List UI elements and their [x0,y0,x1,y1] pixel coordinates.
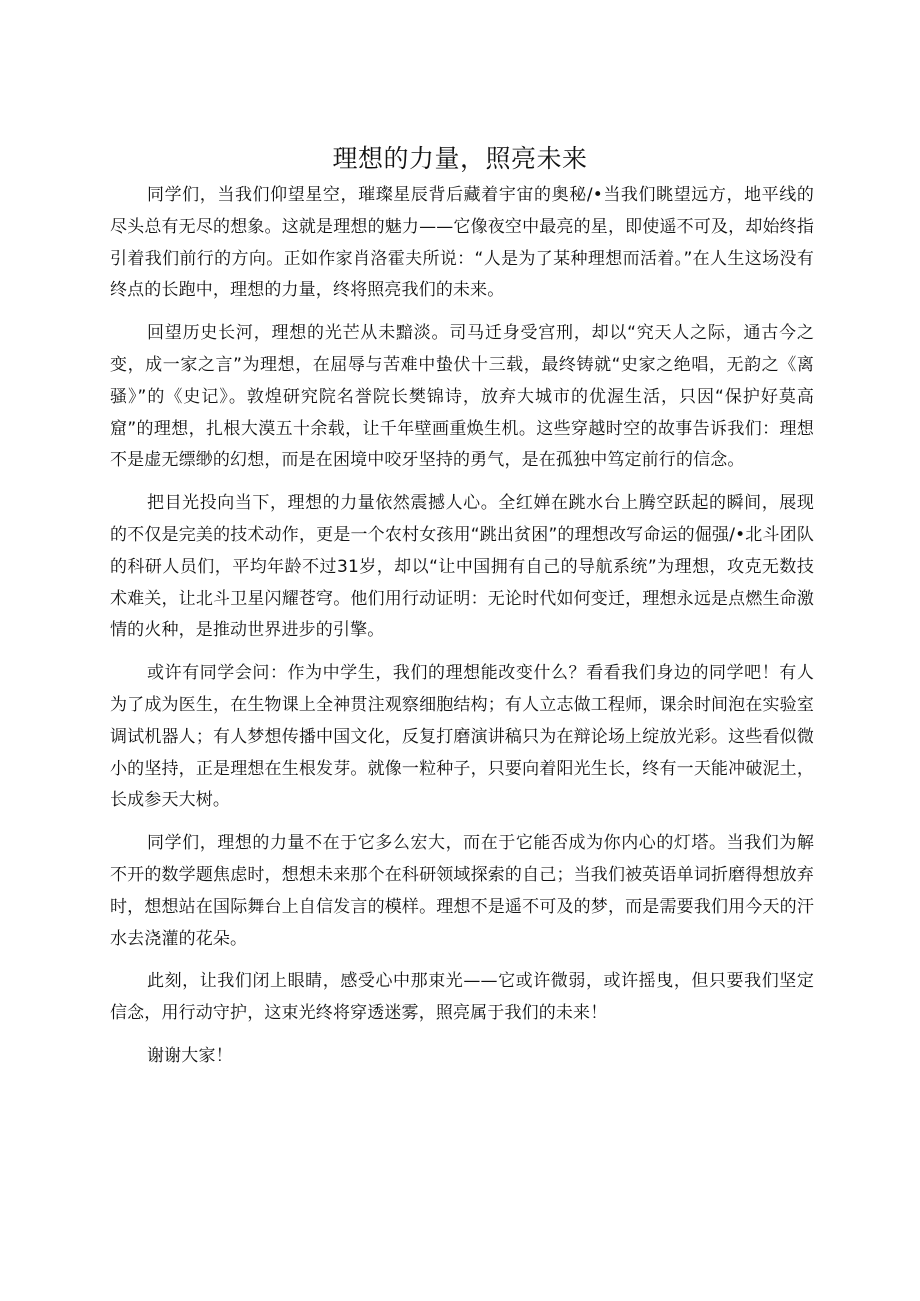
paragraph-5: 同学们，理想的力量不在于它多么宏大，而在于它能否成为你内心的灯塔。当我们为解不开的数学题焦虑时，想想未来那个在科研领域探索的自己；当我们被英语单词折磨得想放弃时，想想站在国际舞台上自信发言的模样。理想不是遥不可及的梦，而是需要我们用今天的汗水去浇灌的花朵。 [110,833,814,949]
paragraph-1: 同学们，当我们仰望星空，璀璨星辰背后藏着宇宙的奥秘/•当我们眺望远方，地平线的尽头总有无尽的想象。这就是理想的魅力——它像夜空中最亮的星，即使遥不可及，却始终指引着我们前行的方向。正如作家肖洛霍夫所说：“人是为了某种理想而活着。”在人生这场没有终点的长跑中，理想的力量，终将照亮我们的未来。 [110,185,814,301]
document-title: 理想的力量，照亮未来 [332,143,588,173]
paragraph-2: 回望历史长河，理想的光芒从未黯淡。司马迁身受宫刑，却以“究天人之际，通古今之变，成一家之言”为理想，在屈辱与苦难中蛰伏十三载，最终铸就“史家之绝唱，无韵之《离骚》”的《史记》。敦煌研究院名誉院长樊锦诗，放弃大城市的优渥生活，只因“保护好莫高窟”的理想，扎根大漠五十余载，让千年壁画重焕生机。这些穿越时空的故事告诉我们：理想不是虚无缥缈的幻想，而是在困境中咬牙坚持的勇气，是在孤独中笃定前行的信念。 [110,323,814,471]
paragraph-3: 把目光投向当下，理想的力量依然震撼人心。全红婵在跳水台上腾空跃起的瞬间，展现的不仅是完美的技术动作，更是一个农村女孩用“跳出贫困”的理想改写命运的倔强/•北斗团队的科研人员们，平均年龄不过31岁，却以“让中国拥有自己的导航系统”为理想，攻克无数技术难关，让北斗卫星闪耀苍穹。他们用行动证明：无论时代如何变迁，理想永远是点燃生命激情的火种，是推动世界进步的引擎。 [110,493,814,641]
document-body [110,180,814,1073]
closing-line: 谢谢大家！ [147,1045,233,1066]
paragraph-4: 或许有同学会问：作为中学生，我们的理想能改变什么？看看我们身边的同学吧！有人为了成为医生，在生物课上全神贯注观察细胞结构；有人立志做工程师，课余时间泡在实验室调试机器人；有人梦想传播中国文化，反复打磨演讲稿只为在辩论场上绽放光彩。这些看似微小的坚持，正是理想在生根发芽。就像一粒种子，只要向着阳光生长，终有一天能冲破泥土，长成参天大树。 [110,663,814,811]
paragraph-6: 此刻，让我们闭上眼睛，感受心中那束光——它或许微弱，或许摇曳，但只要我们坚定信念，用行动守护，这束光终将穿透迷雾，照亮属于我们的未来！ [110,971,814,1024]
